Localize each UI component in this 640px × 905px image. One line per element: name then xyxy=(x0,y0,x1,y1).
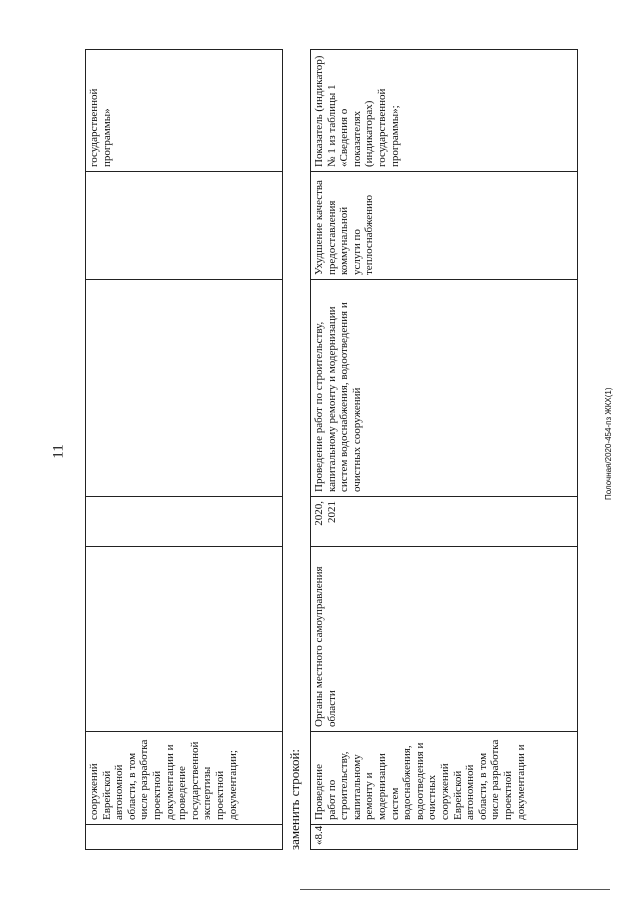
cell-executor: Органы местного самоуправления области xyxy=(311,547,578,732)
cell-item-name: сооружений Еврейской автономной области, в том числе разработка проектной документации и проведение государственной экспертизы проектной документации; xyxy=(86,732,283,825)
footer-code-text: Полочная/2020-454-пз ЖКХ(1) xyxy=(604,387,613,500)
cell-result xyxy=(86,280,283,497)
table-row xyxy=(86,50,283,850)
cell-result: Проведение работ по строительству, капитальному ремонту и модернизации систем водоснабжения, водоотведения и очистных сооружений xyxy=(311,280,578,497)
cell-number xyxy=(86,825,283,850)
new-row-table xyxy=(310,49,578,850)
cell-years xyxy=(86,497,283,547)
cell-consequences xyxy=(86,172,283,280)
cell-number: «8.4 xyxy=(311,825,578,850)
page-number: 11 xyxy=(50,444,67,459)
cell-indicator: государственной программы» xyxy=(86,50,283,172)
previous-row-table xyxy=(85,49,283,850)
replace-phrase: заменить строкой: xyxy=(287,748,302,850)
rotated-page-content xyxy=(85,50,620,850)
cell-indicator: Показатель (индикатор) № 1 из таблицы 1 «Сведения о показателях (индикаторах) государственной программы»; xyxy=(311,50,578,172)
cell-years: 2020, 2021 xyxy=(311,497,578,547)
cell-executor xyxy=(86,547,283,732)
footer-code xyxy=(598,387,618,500)
table-row xyxy=(311,50,578,850)
cell-item-name: Проведение работ по строительству, капитальному ремонту и модернизации систем водоснабжения, водоотведения и очистных сооружений Еврейской автономной области, в том числе разработка проектной документации и xyxy=(311,732,578,825)
bottom-rule xyxy=(300,889,610,890)
cell-consequences: Ухудшение качества предоставления коммунальной услуги по теплоснабжению xyxy=(311,172,578,280)
